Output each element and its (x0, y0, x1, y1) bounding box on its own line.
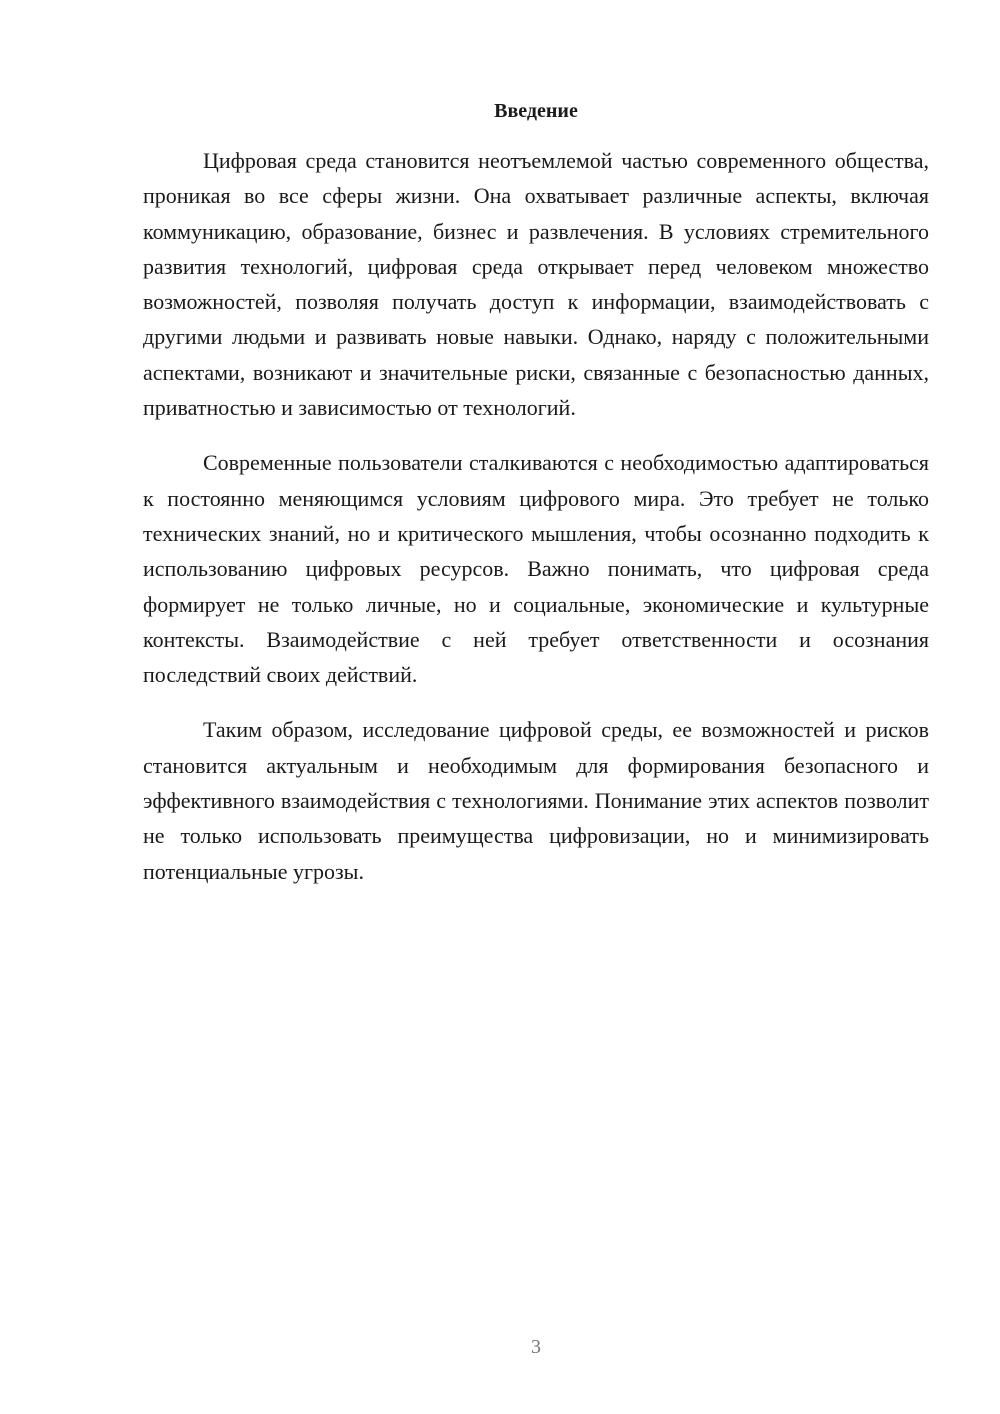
page-number: 3 (531, 1336, 541, 1358)
body-text (143, 143, 929, 889)
paragraph-3: Таким образом, исследование цифровой среды, ее возможностей и рисков становится актуальным и необходимым для формирования безопасного и эффективного взаимодействия с технологиями. Понимание этих аспектов позволит не только использовать преимущества цифровизации, но и минимизировать потенциальные угрозы. (143, 717, 929, 884)
paragraph-2: Современные пользователи сталкиваются с необходимостью адаптироваться к постоянно меняющимся условиям цифрового мира. Это требует не только технических знаний, но и критического мышления, чтобы осознанно подходить к использованию цифровых ресурсов. Важно понимать, что цифровая среда формирует не только личные, но и социальные, экономические и культурные контексты. Взаимодействие с ней требует ответственности и осознания последствий своих действий. (143, 450, 929, 688)
paragraph-1: Цифровая среда становится неотъемлемой частью современного общества, проникая во все сферы жизни. Она охватывает различные аспекты, включая коммуникацию, образование, бизнес и развлечения. В условиях стремительного развития технологий, цифровая среда открывает перед человеком множество возможностей, позволяя получать доступ к информации, взаимодействовать с другими людьми и развивать новые навыки. Однако, наряду с положительными аспектами, возникают и значительные риски, связанные с безопасностью данных, приватностью и зависимостью от технологий. (143, 148, 929, 421)
section-heading: Введение (494, 100, 578, 122)
